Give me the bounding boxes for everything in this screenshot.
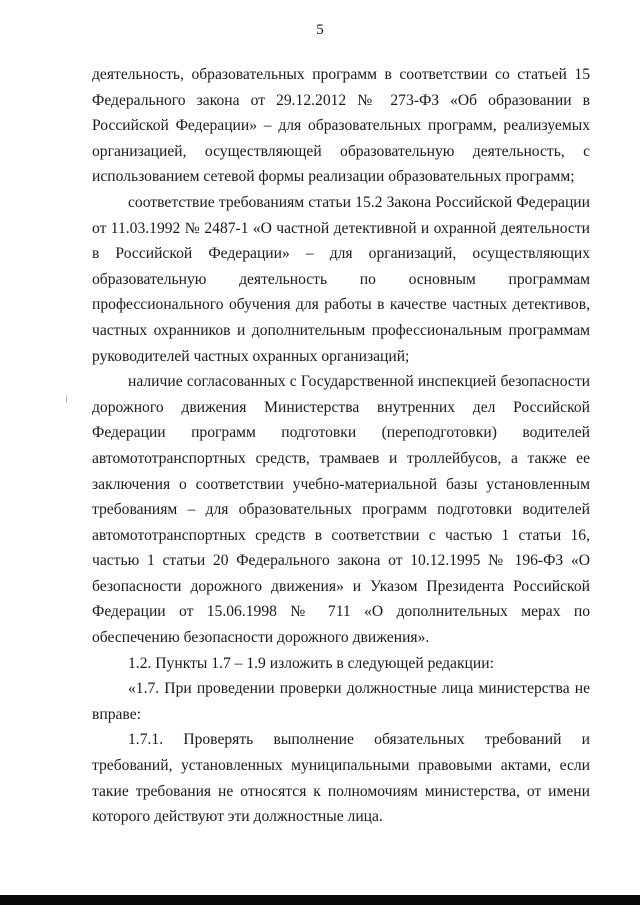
paragraph-clause-1-7-1: 1.7.1. Проверять выполнение обязательных требований и требований, установленных муниципальными правовыми актами, если такие требования не относятся к полномочиям министерства, от имени которого действуют эти должностные лица. [92, 731, 590, 826]
page-number: 5 [316, 22, 324, 38]
paragraph-activity-programs: деятельность, образовательных программ в соответствии со статьей 15 Федерального закона от 29.12.2012 № 273-ФЗ «Об образовании в Российской Федерации» – для образовательных программ, реализуемых организацией, осуществляющей образовательную деятельность, с использованием сетевой формы реализации образовательных программ; [92, 66, 590, 186]
paragraph-clause-1-2: 1.2. Пункты 1.7 – 1.9 изложить в следующей редакции: [128, 654, 494, 672]
paragraph-road-safety: наличие согласованных с Государственной инспекцией безопасности дорожного движения Министерства внутренних дел Российской Федерации программ подготовки (переподготовки) водителей автомототранспортных средств, трамваев и троллейбусов, а также ее заключения о соответствии учебно-материальной базы установленным требованиям – для образовательных программ подготовки водителей автомототранспортных средств в соответствии с частью 1 статьи 16, частью 1 статьи 20 Федерального закона от 10.12.1995 № 196-ФЗ «О безопасности дорожного движения» и Указом Президента Российской Федерации от 15.06.1998 № 711 «О дополнительных мерах по обеспечению безопасности дорожного движения». [92, 373, 590, 647]
document-body [92, 62, 590, 830]
paragraph-detective-security: соответствие требованиям статьи 15.2 Закона Российской Федерации от 11.03.1992 № 2487-1 «О частной детективной и охранной деятельности в Российской Федерации» – для организаций, осуществляющих образовательную деятельность по основным программам профессионального обучения для работы в качестве частных детективов, частных охранников и дополнительным профессиональным программам руководителей частных охранных организаций; [92, 193, 590, 365]
paragraph-clause-1-7: «1.7. При проведении проверки должностные лица министерства не вправе: [92, 680, 590, 723]
scan-mark [66, 395, 67, 403]
scan-bottom-edge [0, 895, 640, 905]
